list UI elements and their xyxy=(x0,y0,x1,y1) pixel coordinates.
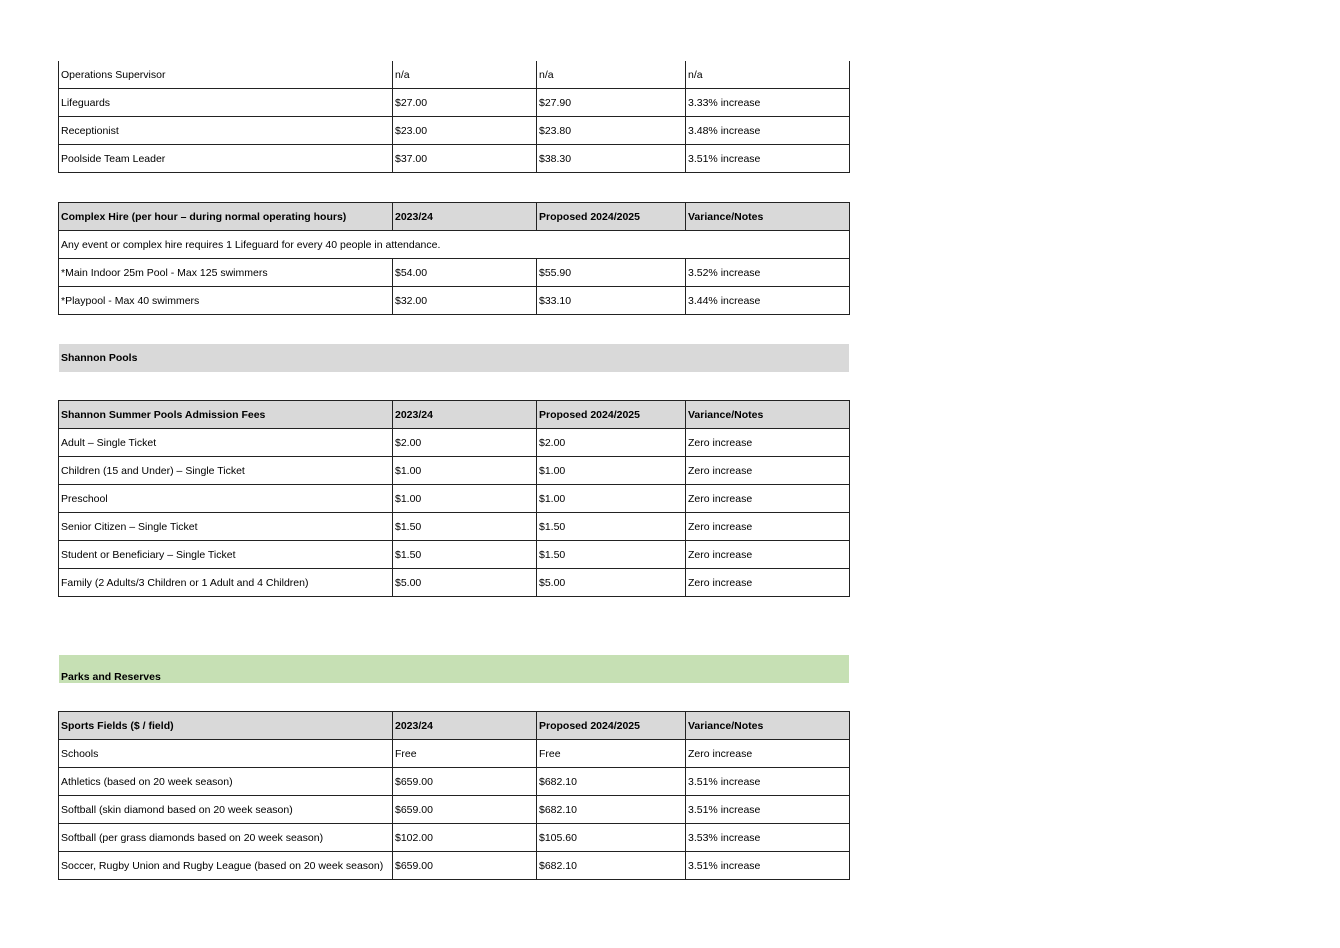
table-cell: Adult – Single Ticket xyxy=(59,429,393,457)
table-cell: $105.60 xyxy=(537,824,686,852)
table-cell: *Playpool - Max 40 swimmers xyxy=(59,287,393,315)
table-cell: Free xyxy=(393,740,537,768)
shannon-fees-table xyxy=(58,400,850,597)
table-row xyxy=(59,768,850,796)
table-cell: n/a xyxy=(393,61,537,89)
table-row xyxy=(59,513,850,541)
table-cell: Poolside Team Leader xyxy=(59,145,393,173)
table-cell: Receptionist xyxy=(59,117,393,145)
table-cell: Zero increase xyxy=(686,429,850,457)
header-cell: Complex Hire (per hour – during normal operating hours) xyxy=(59,203,393,231)
table-cell: 3.53% increase xyxy=(686,824,850,852)
table-cell: Family (2 Adults/3 Children or 1 Adult and 4 Children) xyxy=(59,569,393,597)
table-cell: $1.50 xyxy=(393,541,537,569)
staff-rates-table xyxy=(58,61,850,173)
table-cell: $682.10 xyxy=(537,796,686,824)
complex-hire-table xyxy=(58,202,850,315)
table-cell: $1.00 xyxy=(537,457,686,485)
table-row xyxy=(59,541,850,569)
table-cell: 3.44% increase xyxy=(686,287,850,315)
table-row xyxy=(59,117,850,145)
table-cell: $55.90 xyxy=(537,259,686,287)
table-cell: $32.00 xyxy=(393,287,537,315)
table-cell: Zero increase xyxy=(686,513,850,541)
sports-fields-block xyxy=(58,711,849,880)
table-row xyxy=(59,796,850,824)
table-cell: $659.00 xyxy=(393,768,537,796)
header-cell: Sports Fields ($ / field) xyxy=(59,712,393,740)
table-cell: Zero increase xyxy=(686,541,850,569)
sports-fields-table xyxy=(58,711,850,880)
table-cell: $23.00 xyxy=(393,117,537,145)
table-header-row xyxy=(59,401,850,429)
table-row xyxy=(59,89,850,117)
table-cell: $27.00 xyxy=(393,89,537,117)
table-cell: $682.10 xyxy=(537,852,686,880)
table-cell: 3.51% increase xyxy=(686,852,850,880)
table-cell: Softball (per grass diamonds based on 20 week season) xyxy=(59,824,393,852)
table-cell: $1.00 xyxy=(393,485,537,513)
table-cell: Student or Beneficiary – Single Ticket xyxy=(59,541,393,569)
table-cell: n/a xyxy=(686,61,850,89)
table-header-row xyxy=(59,203,850,231)
table-row xyxy=(59,852,850,880)
table-cell: $38.30 xyxy=(537,145,686,173)
table-cell: Senior Citizen – Single Ticket xyxy=(59,513,393,541)
table-cell: $37.00 xyxy=(393,145,537,173)
header-cell: 2023/24 xyxy=(393,401,537,429)
header-cell: 2023/24 xyxy=(393,712,537,740)
table-cell: $2.00 xyxy=(393,429,537,457)
table-cell: Zero increase xyxy=(686,457,850,485)
table-cell: Softball (skin diamond based on 20 week season) xyxy=(59,796,393,824)
table-row xyxy=(59,824,850,852)
table-row xyxy=(59,429,850,457)
table-cell: 3.48% increase xyxy=(686,117,850,145)
table-cell: Soccer, Rugby Union and Rugby League (based on 20 week season) xyxy=(59,852,393,880)
table-cell: 3.51% increase xyxy=(686,145,850,173)
table-cell: Children (15 and Under) – Single Ticket xyxy=(59,457,393,485)
shannon-fees-block xyxy=(58,400,849,597)
section-title: Shannon Pools xyxy=(61,352,138,364)
table-cell: Zero increase xyxy=(686,485,850,513)
table-row xyxy=(59,457,850,485)
table-cell: Lifeguards xyxy=(59,89,393,117)
header-cell: Variance/Notes xyxy=(686,401,850,429)
header-cell: Variance/Notes xyxy=(686,712,850,740)
table-cell: $1.50 xyxy=(537,541,686,569)
complex-hire-block xyxy=(58,202,849,315)
header-cell: Variance/Notes xyxy=(686,203,850,231)
table-row xyxy=(59,61,850,89)
header-cell: Shannon Summer Pools Admission Fees xyxy=(59,401,393,429)
table-cell: $23.80 xyxy=(537,117,686,145)
note-row xyxy=(59,231,850,259)
table-cell: $5.00 xyxy=(393,569,537,597)
table-cell: $1.00 xyxy=(393,457,537,485)
header-cell: 2023/24 xyxy=(393,203,537,231)
table-cell: $1.50 xyxy=(537,513,686,541)
table-cell: 3.51% increase xyxy=(686,768,850,796)
complex-hire-note: Any event or complex hire requires 1 Lifeguard for every 40 people in attendance. xyxy=(59,231,850,259)
table-cell: $659.00 xyxy=(393,796,537,824)
section-header-parks-reserves xyxy=(59,655,849,683)
table-cell: $5.00 xyxy=(537,569,686,597)
table-cell: Preschool xyxy=(59,485,393,513)
table-row xyxy=(59,145,850,173)
table-cell: $33.10 xyxy=(537,287,686,315)
table-cell: *Main Indoor 25m Pool - Max 125 swimmers xyxy=(59,259,393,287)
table-cell: $2.00 xyxy=(537,429,686,457)
section-title: Parks and Reserves xyxy=(61,671,161,683)
table-cell: $659.00 xyxy=(393,852,537,880)
table-header-row xyxy=(59,712,850,740)
table-cell: Schools xyxy=(59,740,393,768)
table-cell: Athletics (based on 20 week season) xyxy=(59,768,393,796)
section-header-shannon-pools xyxy=(59,344,849,372)
table-cell: Zero increase xyxy=(686,569,850,597)
table-row xyxy=(59,259,850,287)
header-cell: Proposed 2024/2025 xyxy=(537,203,686,231)
staff-rates-block xyxy=(58,61,849,173)
table-cell: 3.51% increase xyxy=(686,796,850,824)
table-cell: n/a xyxy=(537,61,686,89)
table-cell: $102.00 xyxy=(393,824,537,852)
table-cell: 3.52% increase xyxy=(686,259,850,287)
table-cell: Free xyxy=(537,740,686,768)
header-cell: Proposed 2024/2025 xyxy=(537,401,686,429)
table-row xyxy=(59,740,850,768)
table-cell: $682.10 xyxy=(537,768,686,796)
table-cell: $1.00 xyxy=(537,485,686,513)
header-cell: Proposed 2024/2025 xyxy=(537,712,686,740)
table-cell: 3.33% increase xyxy=(686,89,850,117)
table-cell: Operations Supervisor xyxy=(59,61,393,89)
table-row xyxy=(59,287,850,315)
table-cell: Zero increase xyxy=(686,740,850,768)
table-row xyxy=(59,569,850,597)
table-cell: $1.50 xyxy=(393,513,537,541)
table-row xyxy=(59,485,850,513)
table-cell: $54.00 xyxy=(393,259,537,287)
table-cell: $27.90 xyxy=(537,89,686,117)
